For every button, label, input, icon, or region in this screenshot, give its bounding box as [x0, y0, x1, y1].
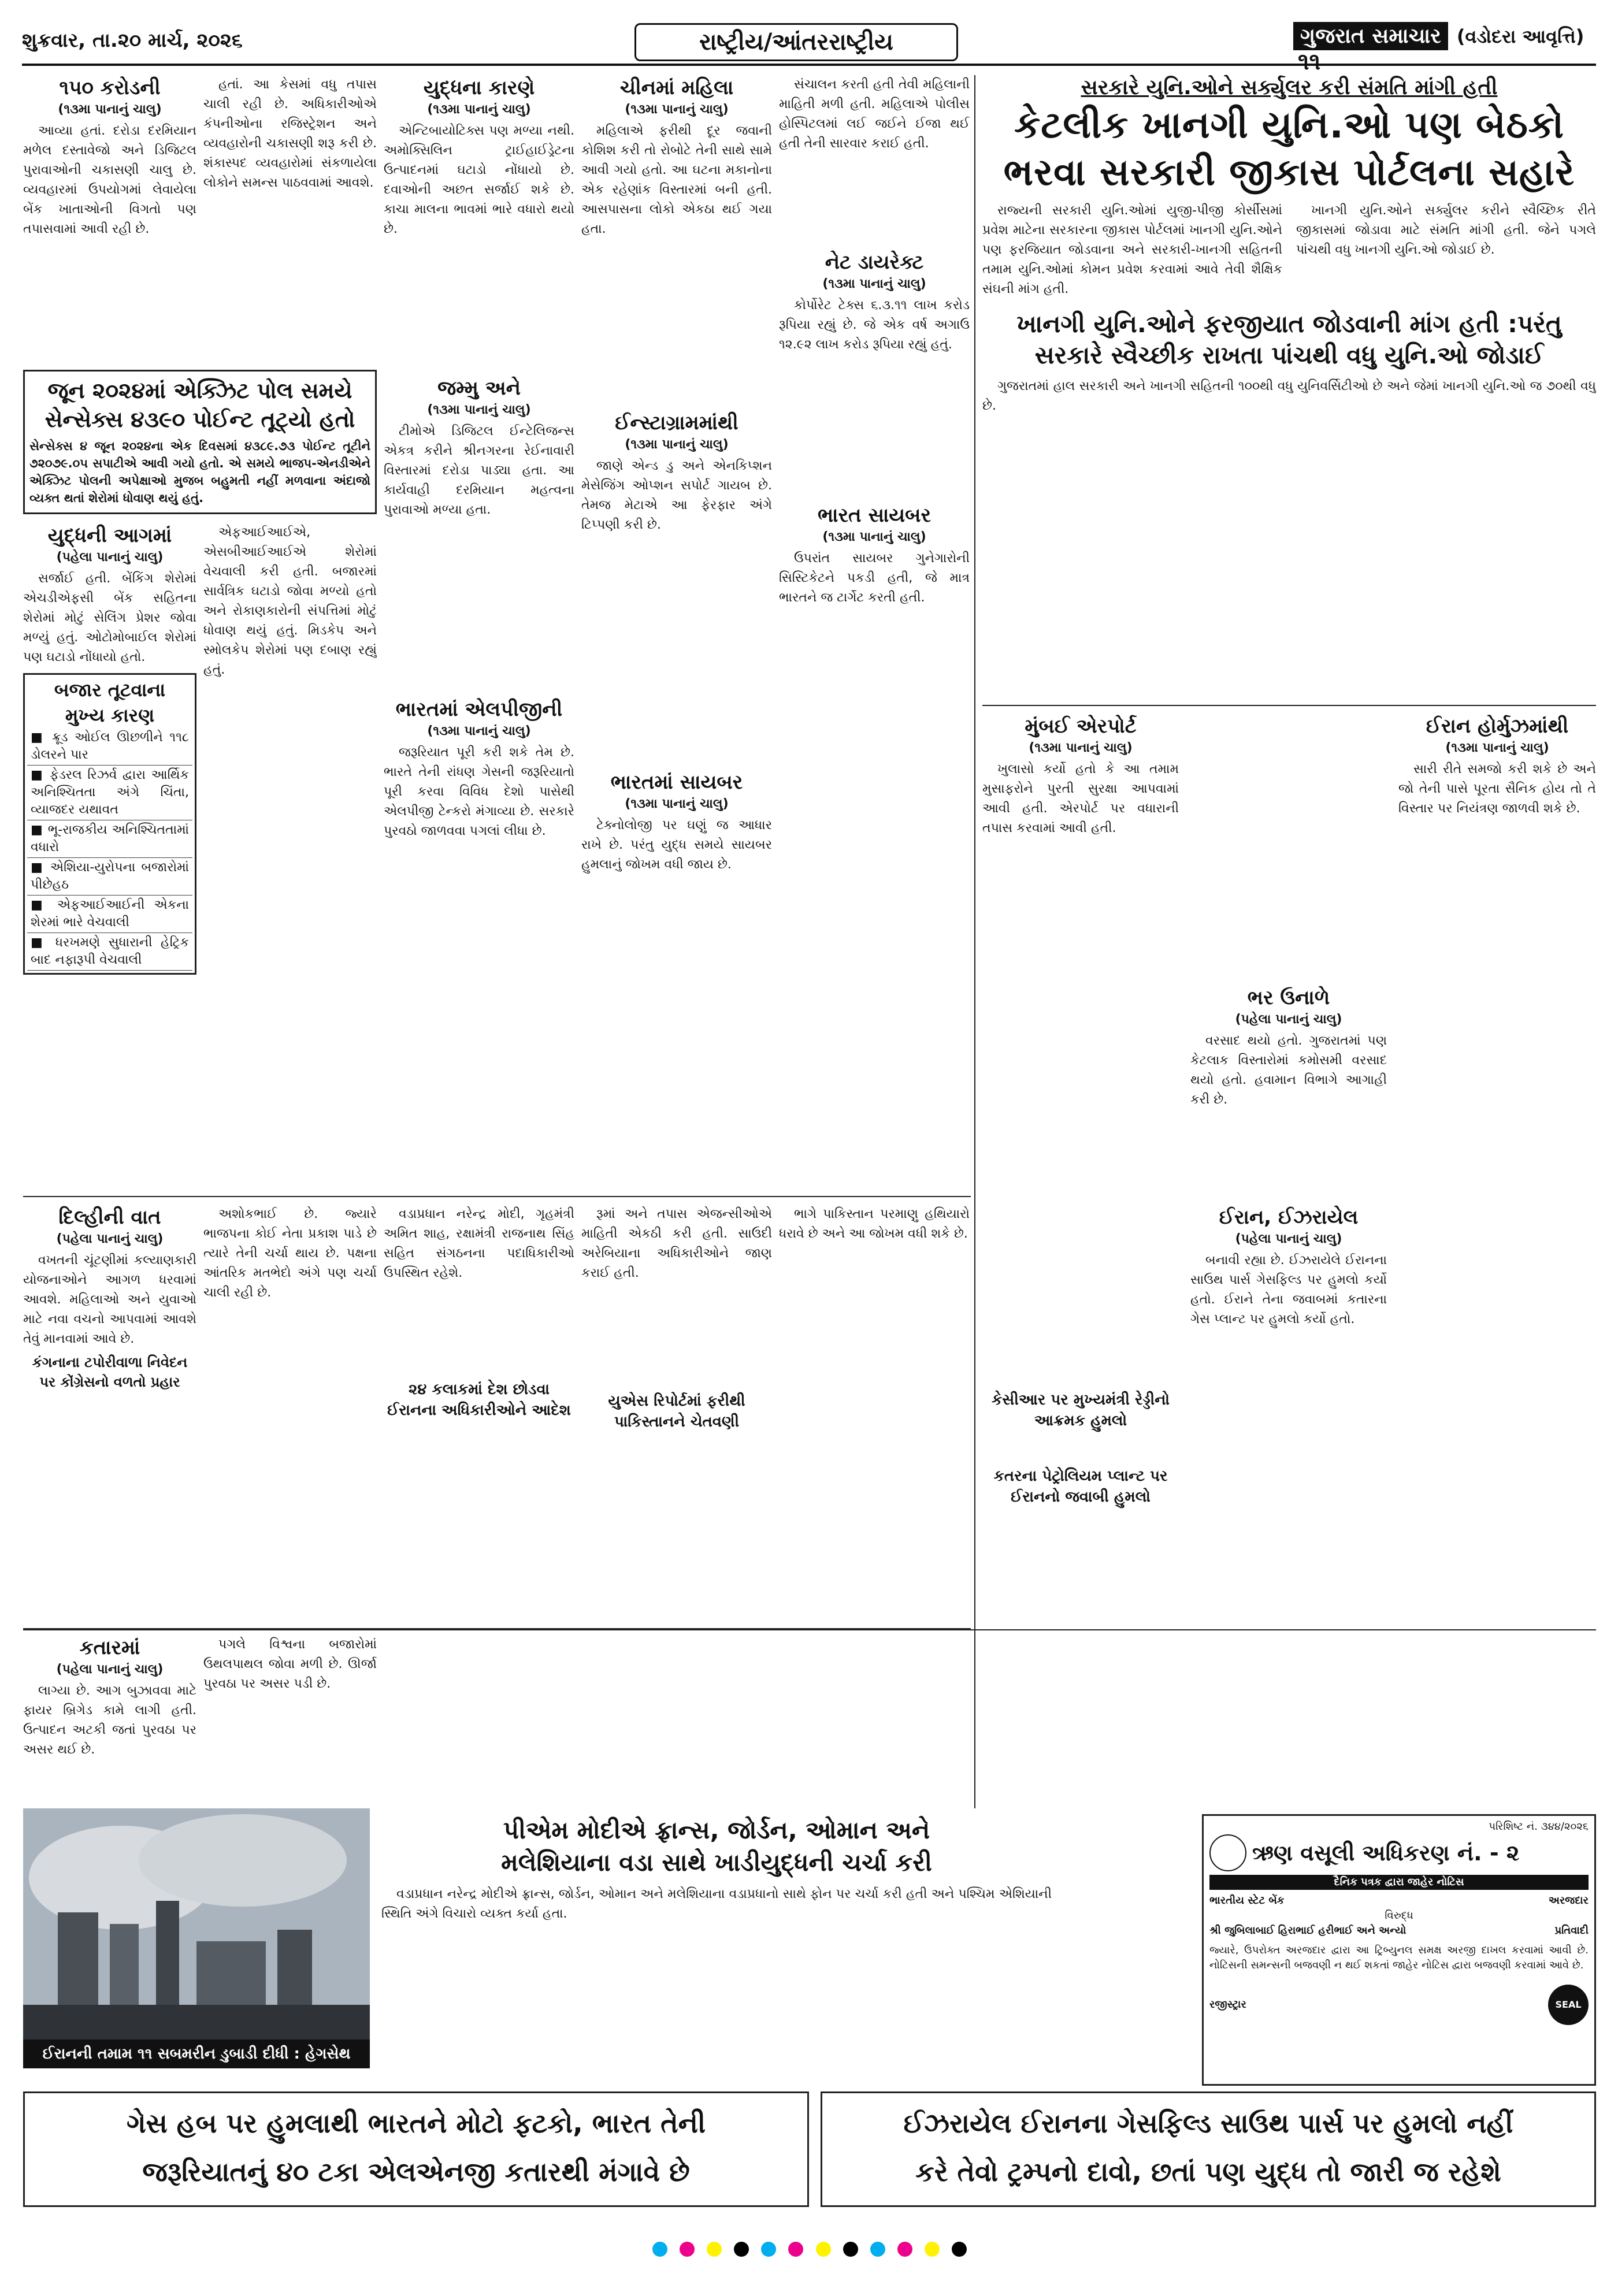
notice-party: શ્રી જુબિલાબાઈ હિરાભાઈ હરીભાઈ અને અન્યો	[1209, 1925, 1407, 1937]
column-2-body-4: પગલે વિશ્વના બજારોમાં ઉથલપાથલ જોવા મળી છે. ઊર્જા પુરવઠા પર અસર પડી છે.	[203, 1637, 377, 1691]
column-3-body-4: વડાપ્રધાન નરેન્દ્ર મોદી, ગૃહમંત્રી અમિત શાહ, રક્ષામંત્રી રાજનાથ સિંહ સહિત સંગઠનના પદાધિકારીઓ ઉપસ્થિત રહેશે.	[384, 1207, 574, 1280]
bottom-banner-right-2: કરે તેવો ટ્રમ્પનો દાવો, છતાં પણ યુદ્ધ તો જારી જ રહેશે	[915, 2156, 1501, 2187]
list-item: ■ એશિયા-યુરોપના બજારોમાં પીછેહઠ	[27, 858, 192, 896]
column-2-mid	[203, 523, 377, 1187]
notice-id: પરિશિષ્ટ નં. ૩૪૪/૨૦૨૬	[1489, 1821, 1589, 1833]
black-dot-icon	[734, 2242, 749, 2257]
column-1-lower	[23, 1205, 196, 1621]
magenta-dot-icon	[788, 2242, 803, 2257]
story-lpg-body: જરૂરિયાત પૂરી કરી શકે તેમ છે. ભારતે તેની રાંધણ ગેસની જરૂરિયાતો પૂરી કરવા વિવિધ દેશો પાસેથી એલપીજી ટેન્કરો મંગાવ્યા છે. સરકારે પુરવઠો જાળવવા પગલાં લીધા છે.	[384, 745, 574, 838]
story-war-fire-head: યુદ્ધની આગમાં	[47, 524, 172, 547]
story-150-crore-body: આવ્યા હતાં. દરોડા દરમિયાન મળેલ દસ્તાવેજો અને ડિજિટલ પુરાવાઓની ચકાસણી ચાલુ છે. વ્યવહારમાં ઉપયોગમાં લેવાયેલા બેંક ખાતાઓની વિગતો પણ તપાસવામાં આવી રહી છે.	[23, 124, 196, 236]
yellow-dot-icon	[707, 2242, 722, 2257]
right-top-body	[982, 201, 1596, 305]
right-kicker: સરકારે યુનિ.ઓને સર્ક્યુલર કરી સંમતિ માંગી હતી	[1081, 76, 1498, 99]
column-5-body-4: ભાગે પાકિસ્તાન પરમાણુ હથિયારો ધરાવે છે અને આ જોખમ વધી શકે છે.	[779, 1207, 970, 1241]
story-war-fire-sub: (પહેલા પાનાનું ચાલુ)	[56, 550, 164, 564]
story-delhi-body: વખતની ચૂંટણીમાં કલ્યાણકારી યોજનાઓને આગળ ધરવામાં આવશે. મહિલાઓ અને યુવાઓ માટે નવા વચનો આપવામાં આવશે તેવું માનવામાં આવે છે.	[23, 1253, 196, 1346]
story-lpg-head: ભારતમાં એલપીજીની	[395, 698, 563, 721]
masthead-section	[634, 23, 958, 61]
black-dot-icon	[952, 2242, 967, 2257]
masthead	[22, 20, 1596, 75]
story-delhi-sub: (પહેલા પાનાનું ચાલુ)	[56, 1232, 164, 1246]
story-mumbai-airport-sub: (૧૩મા પાનાનું ચાલુ)	[1029, 741, 1133, 755]
list-item: ■ ફેડરલ રિઝર્વ દ્વારા આર્થિક અનિશ્ચિતતા અંગે ચિંતા, વ્યાજદર યથાવત	[27, 766, 192, 820]
story-mumbai-airport-head: મુંબઈ એરપોર્ટ	[1025, 715, 1137, 738]
story-cyber-body: ટેક્નોલોજી પર ઘણું જ આધાર રાખે છે. પરંતુ યુદ્ધ સમયે સાયબર હુમલાનું જોખમ વધી જાય છે.	[581, 818, 772, 872]
story-war-reason-body: એન્ટિબાયોટિક્સ પણ મળ્યા નથી. અમોક્સિલિન ટ્રાઈહાઈડ્રેટના ઉત્પાદનમાં ઘટાડો નોંધાયો છે. દવાઓની અછત સર્જાઈ શકે છે. કાચા માલના ભાવમાં ભારે વધારો થયો છે.	[384, 124, 574, 236]
story-iran-israel-sub: (પહેલા પાનાનું ચાલુ)	[1235, 1232, 1342, 1246]
emblem-icon	[1209, 1834, 1246, 1871]
story-net-direct-body: કોર્પોરેટ ટેક્સ ૬.૩.૧૧ લાખ કરોડ રૂપિયા રહ્યું છે. જે એક વર્ષ અગાઉ ૧૨.૯૨ લાખ કરોડ રૂપિયા રહ્યું હતું.	[779, 298, 970, 352]
story-hormuz-head: ઈરાન હોર્મુઝમાંથી	[1426, 715, 1569, 738]
right-body-3: ગુજરાતમાં હાલ સરકારી અને ખાનગી સહિતની ૧૦૦થી વધુ યુનિવર્સિટીઓ છે અને જેમાં ખાનગી યુનિ.ઓ જ ૭૦થી વધુ છે.	[982, 379, 1596, 413]
notice-sub: દૈનિક પત્રક દ્વારા જાહેર નોટિસ	[1209, 1875, 1589, 1890]
column-3-lower	[384, 1205, 574, 1621]
list-item: ■ ક્રૂડ ઓઈલ ઊછળીને ૧૧૮ ડોલરને પાર	[27, 728, 192, 766]
notice-role-2: પ્રતિવાદી	[1554, 1925, 1589, 1937]
story-iran-israel-body: બનાવી રહ્યા છે. ઈઝરાયેલે ઈરાનના સાઉથ પાર્સ ગેસફિલ્ડ પર હુમલો કર્યો હતો. ઈરાને તેના જવાબમાં કતારના ગેસ પ્લાન્ટ પર હુમલો કર્યો હતો.	[1190, 1253, 1387, 1327]
edition-label: (વડોદરા આવૃત્તિ)	[1456, 25, 1584, 47]
right-title-2: ભરવા સરકારી જીકાસ પોર્ટલના સહારે	[1003, 151, 1575, 194]
column-5-lower	[779, 1205, 970, 1621]
column-2-top	[203, 75, 377, 364]
right-lower-a	[982, 1205, 1179, 1621]
bottom-banner-left-2: જરૂરિયાતનું ૪૦ ટકા એલએનજી કતારથી મંગાવે છે	[142, 2156, 690, 2187]
story-qatar-head: કતારમાં	[79, 1636, 140, 1659]
story-war-reason-head: યુદ્ધના કારણે	[423, 76, 535, 99]
story-hormuz-sub: (૧૩મા પાનાનું ચાલુ)	[1445, 741, 1549, 755]
pm-body: વડાપ્રધાન નરેન્દ્ર મોદીએ ફ્રાન્સ, જોર્ડન, ઓમાન અને મલેશિયાના વડાપ્રધાનો સાથે ફોન પર ચર્ચા કરી હતી અને પશ્ચિમ એશિયાની સ્થિતિ અંગે વિચારો વ્યક્ત કર્યા હતા.	[381, 1887, 1052, 1921]
column-2-qatar	[203, 1635, 377, 1808]
right-mid-body	[982, 377, 1596, 608]
refinery-illustration	[23, 1808, 370, 2039]
list-item: ■ એફઆઈઆઈની એકના શેરમાં ભારે વેચવાલી	[27, 896, 192, 933]
yellow-dot-icon	[925, 2242, 940, 2257]
column-2-body-2: એફઆઈઆઈએ, એસબીઆઈઆઈએ શેરોમાં વેચવાલી કરી હતી. બજારમાં સાર્વત્રિક ઘટાડો જોવા મળ્યો હતો અને રોકાણકારોની સંપત્તિમાં મોટું ધોવાણ થયું હતું. મિડકેપ અને સ્મોલકેપ શેરોમાં પણ દબાણ રહ્યું હતું.	[203, 525, 377, 677]
column-3	[384, 75, 574, 1190]
right-top-story	[982, 74, 1596, 802]
story-iran-israel-head: ઈરાન, ઈઝરાયેલ	[1219, 1206, 1359, 1229]
story-qatar-plant-head: કતરના પેટ્રોલિયમ પ્લાન્ટ પર ઈરાનનો જવાબી હુમલો	[993, 1467, 1168, 1506]
notice-sign: રજીસ્ટ્રાર	[1209, 1998, 1246, 2011]
story-delhi-head: દિલ્હીની વાત	[58, 1206, 161, 1229]
refinery-photo	[23, 1808, 370, 2039]
notice-role-1: અરજદાર	[1548, 1894, 1589, 1907]
story-instagram-head: ઈન્સ્ટાગ્રામમાંથી	[615, 411, 739, 434]
story-net-direct-head: નેટ ડાયરેક્ટ	[825, 251, 924, 274]
sensex-banner-body: સેન્સેક્સ ૪ જૂન ૨૦૨૪ના એક દિવસમાં ૪૩૮૯.૭૩ પોઈન્ટ તૂટીને ૭૨૦૭૯.૦૫ સપાટીએ આવી ગયો હતો. એ સમયે ભાજપ-એનડીએને એક્ઝિટ પોલની અપેક્ષાઓ મુજબ બહુમતી નહીં મળવાના અંદાજો વ્યક્ત થતાં શેરોમાં ધોવાણ થયું હતું.	[29, 439, 370, 505]
story-delhi-subhead: કંગનાના ટપોરીવાળા નિવેદન પર કોંગ્રેસનો વળતો પ્રહાર	[32, 1354, 188, 1390]
column-2-body: હતાં. આ કેસમાં વધુ તપાસ ચાલી રહી છે. અધિકારીઓએ કંપનીઓના રજિસ્ટ્રેશન અને વ્યવહારોની ચકાસણી શરૂ કરી છે. શંકાસ્પદ વ્યવહારોમાં સંકળાયેલા લોકોને સમન્સ પાઠવવામાં આવશે.	[203, 77, 377, 190]
story-iran-officials-head: ૨૪ કલાકમાં દેશ છોડવા ઈરાનના અધિકારીઓને આદેશ	[387, 1381, 571, 1419]
column-4-body-4: રૂમાં અને તપાસ એજન્સીઓએ માહિતી એકઠી કરી હતી. સાઉદી અરેબિયાના અધિકારીઓને જાણ કરાઈ હતી.	[581, 1207, 772, 1280]
story-summer-body: વરસાદ થયો હતો. ગુજરાતમાં પણ કેટલાક વિસ્તારોમાં કમોસમી વરસાદ થયો હતો. હવામાન વિભાગે આગાહી કરી છે.	[1190, 1034, 1387, 1107]
story-150-crore-sub: (૧૩મા પાનાનું ચાલુ)	[58, 102, 162, 117]
story-china-head: ચીનમાં મહિલા	[619, 76, 734, 99]
black-dot-icon	[843, 2242, 858, 2257]
right-midtitle-2: સરકારે સ્વૈચ્છીક રાખતા પાંચથી વધુ યુનિ.ઓ જોડાઈ	[1034, 341, 1544, 369]
right-lower-b	[1190, 1205, 1387, 1621]
column-5	[779, 75, 970, 1190]
story-india-cyber-sub: (૧૩મા પાનાનું ચાલુ)	[822, 530, 926, 544]
cyan-dot-icon	[652, 2242, 667, 2257]
pm-title-2: મલેશિયાના વડા સાથે ખાડીયુદ્ધની ચર્ચા કરી	[501, 1848, 932, 1877]
cyan-dot-icon	[761, 2242, 776, 2257]
paper-name: ગુજરાત સમાચાર	[1293, 22, 1448, 50]
story-summer-sub: (પહેલા પાનાનું ચાલુ)	[1235, 1012, 1342, 1027]
pm-title-1: પીએમ મોદીએ ફ્રાન્સ, જોર્ડન, ઓમાન અને	[503, 1816, 930, 1844]
column-4-lower	[581, 1205, 772, 1621]
masthead-right	[1293, 24, 1596, 75]
story-qatar-body: લાગ્યા છે. આગ બુઝાવવા માટે ફાયર બ્રિગેડ કામે લાગી હતી. ઉત્પાદન અટકી જતાં પુરવઠા પર અસર થઈ છે.	[23, 1684, 196, 1757]
bottom-banner-right	[821, 2091, 1596, 2207]
seal-icon: SEAL	[1548, 1985, 1589, 2025]
section-title: રાષ્ટ્રીય/આંતરરાષ્ટ્રીય	[699, 29, 893, 55]
list-item: ■ ભૂ-રાજકીય અનિશ્ચિતતામાં વધારો	[27, 820, 192, 858]
story-instagram-sub: (૧૩મા પાનાનું ચાલુ)	[625, 437, 729, 452]
right-col-a	[982, 714, 1179, 1210]
right-col-b	[1190, 714, 1387, 1210]
bottom-banner-left	[23, 2091, 809, 2207]
right-body-2: ખાનગી યુનિ.ઓને સર્ક્યુલર કરીને સ્વૈચ્છિક રીતે જીકાસમાં જોડાવા માટે સંમતિ માંગી હતી. જેને પગલે પાંચથી વધુ ખાનગી યુનિ.ઓ જોડાઈ છે.	[1296, 203, 1596, 257]
column-2-body-3: અશોકભાઈ છે. જ્યારે ભાજપના કોઈ નેતા પ્રકાશ પાડે છે ત્યારે તેની ચર્ચા થાય છે. પક્ષના આંતરિક મતભેદો અંગે પણ ચર્ચા ચાલી રહી છે.	[203, 1207, 377, 1300]
story-jammu-head: જમ્મુ અને	[437, 377, 521, 400]
story-china-body: મહિલાએ ફરીથી દૂર જવાની કોશિશ કરી તો રોબોટે તેની સાથે સામે આવી ગયો હતો. આ ઘટના મકાનોના એક રહેણાંક વિસ્તારમાં બની હતી. આસપાસના લોકો એકઠા થઈ ગયા હતા.	[581, 124, 772, 236]
market-fall-list	[27, 728, 192, 971]
cyan-dot-icon	[870, 2242, 885, 2257]
market-fall-head: બજાર તૂટવાના	[54, 679, 166, 701]
column-1-top	[23, 75, 196, 364]
public-notice	[1202, 1814, 1596, 2086]
story-hormuz-body: સારી રીતે સમજો કરી શકે છે અને જો તેની પાસે પૂરતા સૈનિક હોય તો તે વિસ્તાર પર નિયંત્રણ જાળવી શકે છે.	[1398, 762, 1596, 816]
column-5-body: સંચાલન કરતી હતી તેવી મહિલાની માહિતી મળી હતી. મહિલાએ પોલીસ હોસ્પિટલમાં લઈ જઈને ઈજા થઈ હતી તેની સારવાર કરાઈ હતી.	[779, 77, 970, 151]
story-lpg-sub: (૧૩મા પાનાનું ચાલુ)	[427, 724, 531, 738]
right-col-c	[1398, 714, 1596, 1210]
story-jammu-body: ટીમોએ ડિજિટલ ઈન્ટેલિજન્સ એકત્ર કરીને શ્રીનગરના રેઈનાવારી વિસ્તારમાં દરોડા પાડ્યા હતા. આ કાર્યવાહી દરમિયાન મહત્વના પુરાવાઓ મળ્યા હતા.	[384, 424, 574, 517]
story-mumbai-airport-body: ખુલાસો કર્યો હતો કે આ તમામ મુસાફરોને પુરતી સુરક્ષા આપવામાં આવી હતી. એરપોર્ટ પર વધારાની તપાસ કરવામાં આવી હતી.	[982, 762, 1179, 835]
market-fall-head-2: મુખ્ય કારણ	[65, 704, 155, 726]
notice-body: જ્યારે, ઉપરોક્ત અરજદાર દ્વારા આ ટ્રિબ્યુનલ સમક્ષ અરજી દાખલ કરવામાં આવી છે. નોટિસની સમન્સની બજવણી ન થઈ શકતાં જાહેર નોટિસ દ્વારા બજવણી કરવામાં આવે છે.	[1209, 1944, 1589, 1971]
right-lower-c	[1398, 1205, 1596, 1621]
story-150-crore-head: ૧૫૦ કરોડની	[59, 76, 161, 99]
notice-vs: વિરુદ્ધ	[1385, 1909, 1413, 1922]
story-instagram-body: જાણે એન્ડ ડુ અને એનકિપ્શન મેસેજિંગ ઓપ્શન સપોર્ટ ગાયબ છે. તેમજ મેટાએ આ ફેરફાર અંગે ટિપ્પણી કરી છે.	[581, 459, 772, 532]
right-title-1: કેટલીક ખાનગી યુનિ.ઓ પણ બેઠકો	[1014, 104, 1564, 147]
story-india-cyber-body: ઉપરાંત સાયબર ગુનેગારોની સિસ્ટિકેટને પકડી હતી, જે માત્ર ભારતને જ ટાર્ગેટ કરતી હતી.	[779, 551, 970, 605]
market-fall-box	[23, 673, 196, 975]
column-1-qatar	[23, 1635, 196, 1808]
story-india-cyber-head: ભારત સાયબર	[817, 504, 932, 527]
sensex-banner	[23, 370, 377, 514]
pm-story	[381, 1814, 1052, 2074]
notice-title: ઋણ વસૂલી અધિકરણ નં. - ૨	[1252, 1840, 1520, 1866]
story-jammu-sub: (૧૩મા પાનાનું ચાલુ)	[427, 403, 531, 417]
story-qatar-sub: (પહેલા પાનાનું ચાલુ)	[56, 1662, 164, 1677]
photo-caption: ઈરાનની તમામ ૧૧ સબમરીન ડુબાડી દીધી : હેગસેથ	[23, 2039, 370, 2068]
yellow-dot-icon	[816, 2242, 831, 2257]
bottom-banner-left-1: ગેસ હબ પર હુમલાથી ભારતને મોટો ફટકો, ભારત તેની	[126, 2108, 706, 2139]
story-net-direct-sub: (૧૩મા પાનાનું ચાલુ)	[822, 277, 926, 291]
story-war-fire-body: સર્જાઈ હતી. બેંકિંગ શેરોમાં એચડીએફસી બેંક સહિતના શેરોમાં મોટું સેલિંગ પ્રેશર જોવા મળ્યું હતું. ઓટોમોબાઈલ શેરોમાં પણ ઘટાડો નોંધાયો હતો.	[23, 571, 196, 664]
story-china-sub: (૧૩મા પાનાનું ચાલુ)	[625, 102, 729, 117]
magenta-dot-icon	[680, 2242, 695, 2257]
bottom-banner-right-1: ઈઝરાયેલ ઈરાનના ગેસફિલ્ડ સાઉથ પાર્સ પર હુમલો નહીં	[903, 2108, 1513, 2139]
sensex-banner-title: જૂન ૨૦૨૪માં એક્ઝિટ પોલ સમયે સેન્સેક્સ ૪૩૯૦ પોઈન્ટ તૂટ્યો હતો	[44, 378, 355, 432]
notice-bank: ભારતીય સ્ટેટ બેંક	[1209, 1894, 1285, 1907]
page-number: ૧૧	[1298, 49, 1321, 75]
story-kcr-head: કેસીઆર પર મુખ્યમંત્રી રેડ્ડીનો આક્રમક હુમલો	[991, 1391, 1170, 1429]
story-summer-head: ભર ઉનાળે	[1247, 986, 1330, 1009]
right-body-1: રાજ્યની સરકારી યુનિ.ઓમાં યુજી-પીજી કોર્સીસમાં પ્રવેશ માટેના સરકારના જીકાસ પોર્ટલમાં ખાનગી યુનિ.ઓને પણ ફરજિયાત જોડવાના અને સરકારી-ખાનગી સહિતની તમામ યુનિ.ઓમાં કોમન પ્રવેશ કરવામાં આવે તેવી શૈક્ષિક સંઘની માંગ હતી.	[982, 203, 1282, 296]
story-cyber-head: ભારતમાં સાયબર	[610, 771, 743, 794]
column-4	[581, 75, 772, 1190]
right-midtitle-1: ખાનગી યુનિ.ઓને ફરજીયાત જોડવાની માંગ હતી :પરંતુ	[1016, 310, 1562, 338]
story-cyber-sub: (૧૩મા પાનાનું ચાલુ)	[625, 797, 729, 811]
masthead-date: શુક્રવાર, તા.૨૦ માર્ચ, ૨૦૨૬	[22, 29, 243, 52]
registration-marks	[23, 2242, 1596, 2265]
story-war-reason-sub: (૧૩મા પાનાનું ચાલુ)	[427, 102, 531, 117]
column-2-lower	[203, 1205, 377, 1621]
magenta-dot-icon	[897, 2242, 912, 2257]
list-item: ■ ધરખમણે સુધારાની હેટ્રિક બાદ નફારૂપી વેચવાલી	[27, 933, 192, 971]
story-us-report-head: યુએસ રિપોર્ટમાં ફરીથી પાકિસ્તાનને ચેતવણી	[608, 1392, 745, 1431]
column-1-mid	[23, 523, 196, 1187]
